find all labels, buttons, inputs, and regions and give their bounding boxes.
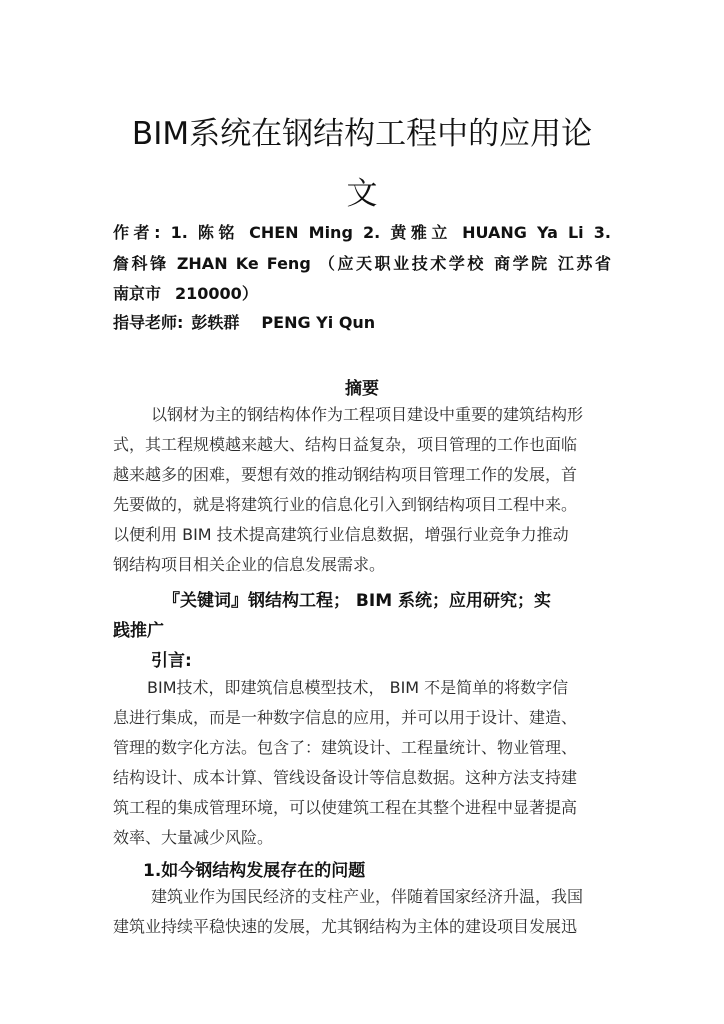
intro-line: 息进行集成，而是一种数字信息的应用，并可以用于设计、建造、: [113, 708, 578, 727]
intro-line: BIM技术，即建筑信息模型技术， BIM 不是简单的将数字信: [147, 678, 569, 697]
authors-label: 作者:: [113, 223, 161, 242]
author-2-name-en: HUANG Ya Li: [462, 223, 584, 242]
abstract-heading: 摘要: [345, 379, 379, 399]
intro-line: 管理的数字化方法。包含了：建筑设计、工程量统计、物业管理、: [113, 738, 578, 757]
advisor-name-en: PENG Yi Qun: [261, 313, 376, 332]
affiliation-zip: 210000）: [175, 284, 258, 303]
abstract-line: 先要做的，就是将建筑行业的信息化引入到钢结构项目工程中来。: [113, 495, 578, 514]
advisor-label: 指导老师:: [113, 313, 184, 332]
author-1-number: 1.: [170, 223, 188, 242]
intro-line: 效率、大量减少风险。: [113, 828, 274, 847]
authors-line-2: [113, 254, 611, 274]
author-2-number: 2.: [363, 223, 381, 242]
advisor-name-cn: 彭轶群: [191, 313, 240, 332]
paper-title-line-1: BIM系统在钢结构工程中的应用论: [131, 116, 593, 152]
affiliation-province: 江苏省: [557, 254, 611, 273]
intro-heading: 引言:: [151, 651, 192, 671]
author-3-name-en: ZHAN Ke Feng: [176, 254, 311, 273]
author-3-name-cn: 詹科锋: [113, 254, 169, 273]
abstract-line: 式，其工程规模越来越大、结构日益复杂，项目管理的工作也面临: [113, 435, 578, 454]
authors-line-1: [113, 223, 611, 243]
author-1-name-cn: 陈铭: [197, 223, 239, 242]
section-1-line: 建筑业持续平稳快速的发展，尤其钢结构为主体的建设项目发展迅: [113, 917, 578, 936]
author-3-number: 3.: [593, 223, 611, 242]
author-2-name-cn: 黄雅立: [390, 223, 452, 242]
affiliation-city: 南京市: [113, 284, 162, 303]
affiliation-school: （应天职业技术学校: [318, 254, 486, 273]
abstract-line: 钢结构项目相关企业的信息发展需求。: [113, 555, 386, 574]
keywords-line-1: 『关键词』钢结构工程； BIM 系统；应用研究；实: [163, 591, 552, 611]
abstract-line: 越来越多的困难，要想有效的推动钢结构项目管理工作的发展，首: [113, 465, 578, 484]
abstract-line: 以便利用 BIM 技术提高建筑行业信息数据，增强行业竞争力推动: [113, 525, 569, 544]
keywords-line-2: 践推广: [113, 621, 164, 641]
affiliation-college: 商学院: [494, 254, 550, 273]
authors-line-3: [113, 284, 258, 304]
section-1-line: 建筑业作为国民经济的支柱产业，伴随着国家经济升温，我国: [151, 887, 584, 906]
intro-line: 结构设计、成本计算、管线设备设计等信息数据。这种方法支持建: [113, 768, 578, 787]
abstract-line: 以钢材为主的钢结构体作为工程项目建设中重要的建筑结构形: [151, 405, 584, 424]
advisor-line: [113, 313, 375, 333]
author-1-name-en: CHEN Ming: [249, 223, 353, 242]
section-1-heading: 1.如今钢结构发展存在的问题: [143, 861, 366, 881]
paper-title-line-2: 文: [346, 176, 378, 212]
intro-line: 筑工程的集成管理环境，可以使建筑工程在其整个进程中显著提高: [113, 798, 578, 817]
